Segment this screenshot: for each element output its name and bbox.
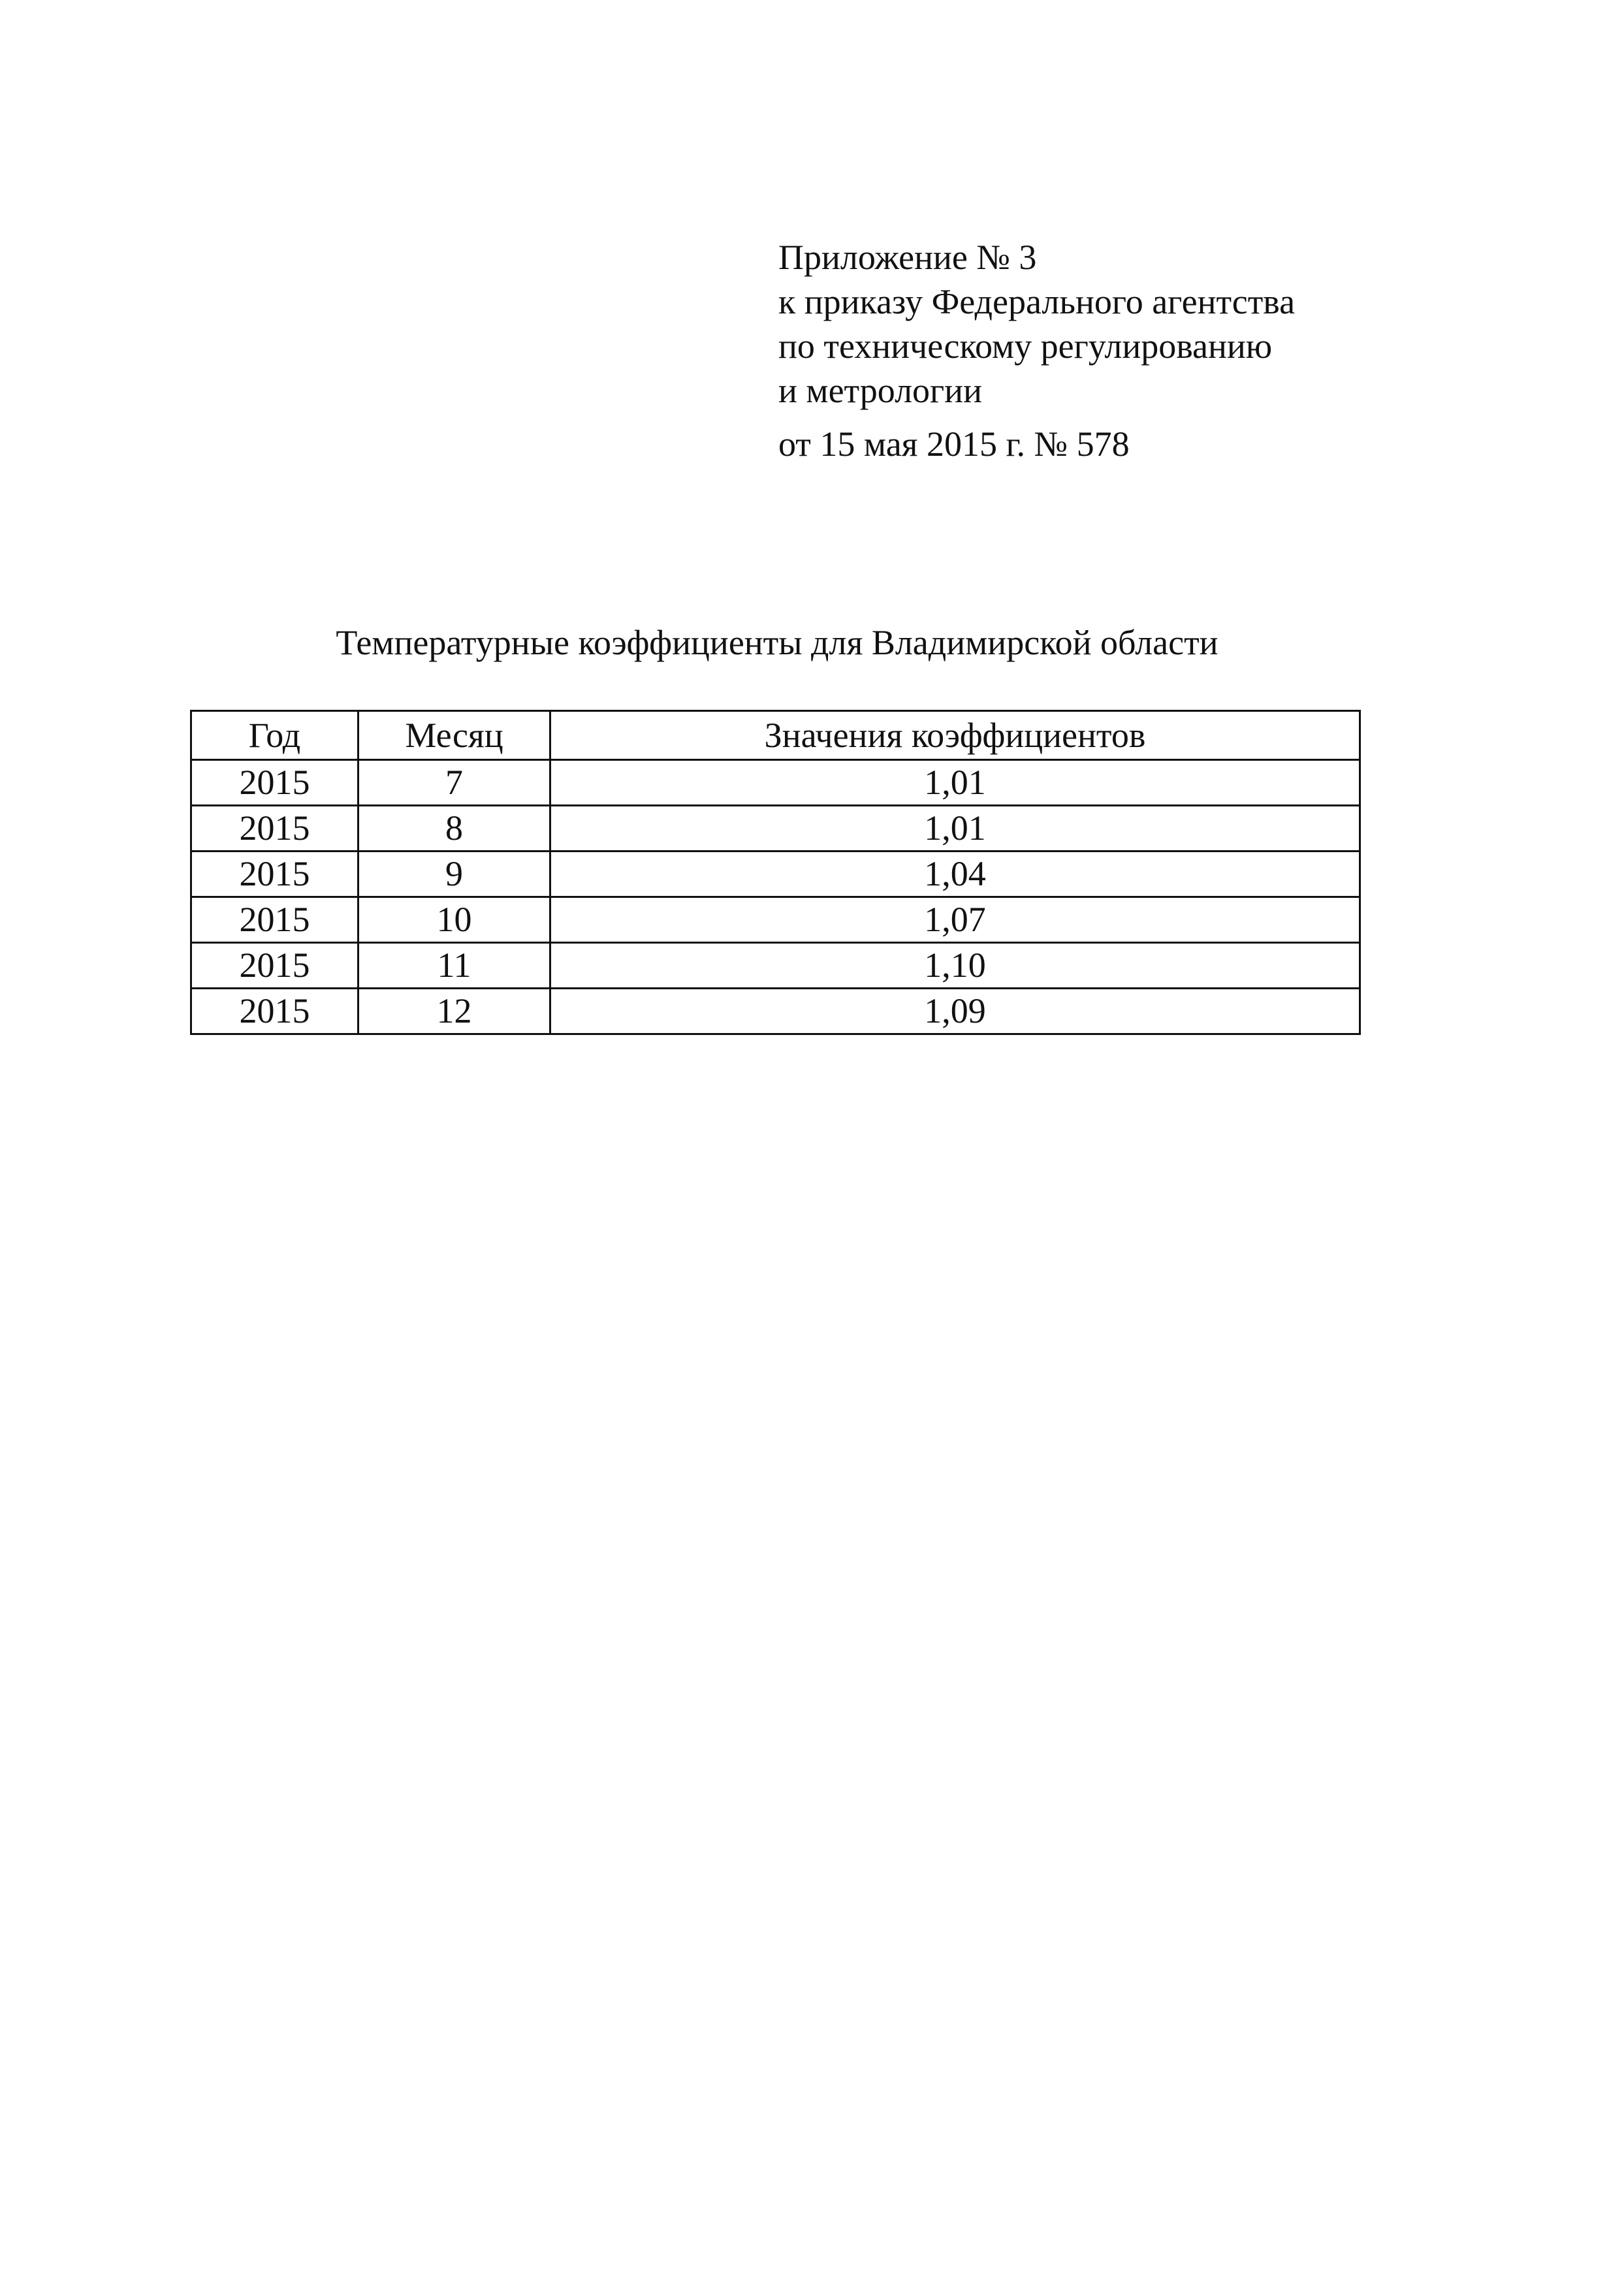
- coefficients-table: [190, 710, 1361, 1035]
- cell-month: 12: [358, 989, 550, 1034]
- header-year: Год: [191, 711, 358, 760]
- cell-year: 2015: [191, 989, 358, 1034]
- appendix-line: Приложение № 3: [778, 238, 1037, 277]
- cell-year: 2015: [191, 852, 358, 897]
- cell-coefficient: 1,10: [550, 943, 1360, 989]
- appendix-line: к приказу Федерального агентства: [778, 282, 1296, 321]
- table-row: [191, 989, 1360, 1034]
- cell-coefficient: 1,09: [550, 989, 1360, 1034]
- cell-month: 8: [358, 806, 550, 852]
- cell-year: 2015: [191, 760, 358, 806]
- cell-month: 7: [358, 760, 550, 806]
- table-row: [191, 943, 1360, 989]
- cell-year: 2015: [191, 943, 358, 989]
- cell-month: 10: [358, 897, 550, 943]
- appendix-header: [778, 235, 1562, 466]
- header-coefficient: Значения коэффициентов: [550, 711, 1360, 760]
- table-header-row: [191, 711, 1360, 760]
- order-reference: от 15 мая 2015 г. № 578: [778, 424, 1130, 464]
- header-month: Месяц: [358, 711, 550, 760]
- appendix-line: и метрологии: [778, 371, 982, 410]
- table-title: Температурные коэффициенты для Владимирской области: [336, 623, 1218, 662]
- cell-coefficient: 1,01: [550, 760, 1360, 806]
- cell-coefficient: 1,04: [550, 852, 1360, 897]
- table-row: [191, 760, 1360, 806]
- cell-coefficient: 1,01: [550, 806, 1360, 852]
- cell-month: 11: [358, 943, 550, 989]
- table-row: [191, 897, 1360, 943]
- cell-coefficient: 1,07: [550, 897, 1360, 943]
- table-row: [191, 852, 1360, 897]
- cell-year: 2015: [191, 806, 358, 852]
- table-row: [191, 806, 1360, 852]
- cell-year: 2015: [191, 897, 358, 943]
- cell-month: 9: [358, 852, 550, 897]
- appendix-line: по техническому регулированию: [778, 326, 1273, 366]
